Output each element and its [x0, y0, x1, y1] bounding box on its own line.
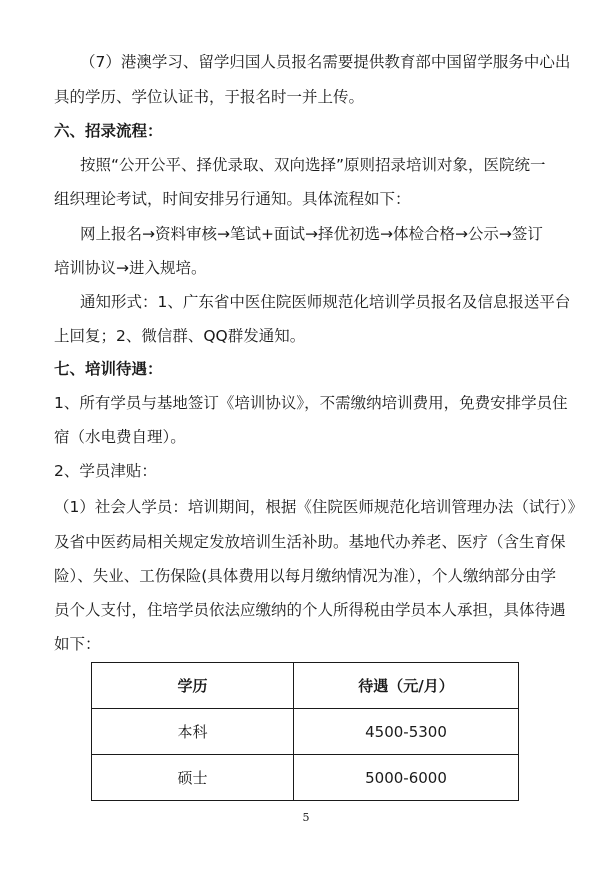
- text-line: 按照“公开公平、择优录取、双向选择”原则招录培训对象，医院统一: [80, 156, 546, 174]
- table-cell: 本科: [92, 709, 294, 755]
- text-line: 宿（水电费自理）。: [54, 428, 186, 446]
- text-line: 具的学历、学位认证书，于报名时一并上传。: [54, 88, 365, 106]
- section-heading: 七、培训待遇：: [54, 360, 163, 378]
- text-line: 及省中医药局相关规定发放培训生活补助。基地代办养老、医疗（含生育保: [54, 533, 566, 551]
- text-line: 组织理论考试，时间安排另行通知。具体流程如下：: [54, 190, 411, 208]
- text-line: 上回复；2、微信群、QQ群发通知。: [54, 327, 306, 345]
- text-line: 1、所有学员与基地签订《培训协议》，不需缴纳培训费用，免费安排学员住: [54, 394, 568, 412]
- text-line: 员个人支付，住培学员依法应缴纳的个人所得税由学员本人承担，具体待遇: [54, 601, 566, 619]
- table-header-row: [92, 663, 519, 709]
- table-header-cell: 待遇（元/月）: [294, 663, 519, 709]
- text-line: （7）港澳学习、留学归国人员报名需要提供教育部中国留学服务中心出: [80, 53, 571, 71]
- stipend-table: [91, 662, 519, 801]
- text-line: 2、学员津贴：: [54, 462, 157, 480]
- text-line: 通知形式：1、广东省中医住院医师规范化培训学员报名及信息报送平台: [80, 293, 571, 311]
- table-row: [92, 709, 519, 755]
- table-cell: 5000-6000: [294, 755, 519, 801]
- text-line: 如下：: [54, 635, 101, 653]
- text-line: 培训协议→进入规培。: [54, 259, 207, 277]
- table-header-cell: 学历: [92, 663, 294, 709]
- text-line: 险）、失业、工伤保险(具体费用以每月缴纳情况为准），个人缴纳部分由学: [54, 567, 557, 585]
- section-heading: 六、招录流程：: [54, 122, 163, 140]
- table-cell: 4500-5300: [294, 709, 519, 755]
- table-row: [92, 755, 519, 801]
- text-line: 网上报名→资料审核→笔试+面试→择优初选→体检合格→公示→签订: [80, 225, 543, 243]
- page-number: 5: [302, 811, 310, 824]
- text-line: （1）社会人学员：培训期间，根据《住院医师规范化培训管理办法（试行）》: [54, 498, 584, 516]
- table-cell: 硕士: [92, 755, 294, 801]
